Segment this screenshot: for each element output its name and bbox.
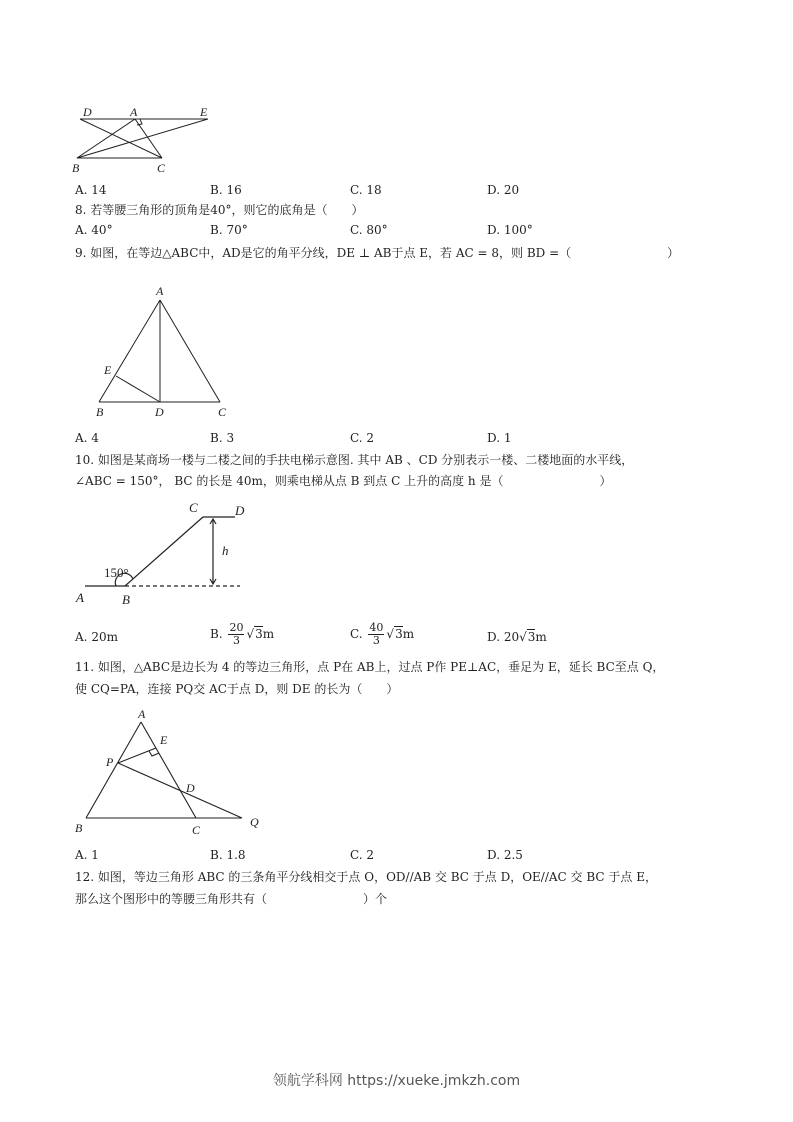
numerator: 40	[369, 621, 384, 634]
q9-label-B: B	[96, 405, 104, 417]
q9-option-a: A. 4	[75, 431, 99, 445]
q11-label-D: D	[186, 781, 195, 795]
q7-label-E: E	[200, 105, 208, 119]
q7-option-a: A. 14	[75, 183, 107, 197]
q8-option-b: B. 70°	[210, 223, 248, 237]
q10-angle-label: 150°	[104, 565, 129, 580]
q10-option-b-fraction	[228, 622, 244, 647]
q9-label-E: E	[104, 363, 112, 377]
q10-label-C: C	[189, 500, 198, 515]
q10-option-a-value: 20m	[91, 630, 118, 644]
q8-stem: 8. 若等腰三角形的顶角是40°，则它的底角是（ ）	[75, 203, 364, 217]
q8-option-d: D. 100°	[487, 223, 533, 237]
q7-option-b: B. 16	[210, 183, 242, 197]
q11-label-Q: Q	[250, 815, 259, 829]
q12-stem-line2: 那么这个图形中的等腰三角形共有（ ）个	[75, 892, 388, 906]
q12-stem-line1: 12. 如图，等边三角形 ABC 的三条角平分线相交于点 O，OD//AB 交 BC 于点 D，OE//AC 交 BC 于点 E，	[75, 870, 657, 884]
q10-stem-line1: 10. 如图是某商场一楼与二楼之间的手扶电梯示意图. 其中 AB 、CD 分别表示一楼、二楼地面的水平线，	[75, 453, 634, 467]
q10-option-c-letter: C.	[350, 627, 363, 641]
q9-label-C: C	[218, 405, 227, 417]
q11-figure	[70, 702, 270, 844]
q10-stem-line2: ∠ABC = 150°， BC 的长是 40m，则乘电梯从点 B 到点 C 上升的高度 h 是（ ）	[75, 474, 612, 488]
q9-stem: 9. 如图，在等边△ABC中，AD是它的角平分线，DE ⊥ AB于点 E，若 AC = 8，则 BD =（ ）	[75, 246, 680, 260]
q11-stem-line2: 使 CQ=PA，连接 PQ交 AC于点 D，则 DE 的长为（ ）	[75, 682, 399, 696]
unit: m	[402, 627, 415, 641]
numerator: 20	[229, 621, 244, 634]
q11-label-E: E	[160, 733, 168, 747]
q11-label-C: C	[192, 823, 201, 837]
q9-figure	[90, 282, 240, 421]
q9-option-b: B. 3	[210, 431, 235, 445]
q9-option-c: C. 2	[350, 431, 375, 445]
unit: m	[535, 630, 547, 644]
q11-option-b: B. 1.8	[210, 848, 246, 862]
q11-option-c: C. 2	[350, 848, 375, 862]
q11-option-a: A. 1	[75, 848, 99, 862]
q11-option-d: D. 2.5	[487, 848, 523, 862]
unit: m	[262, 627, 275, 641]
q10-label-D: D	[235, 503, 245, 518]
q8-option-a: A. 40°	[75, 223, 113, 237]
q10-option-b	[210, 622, 274, 647]
q11-stem-line1: 11. 如图，△ABC是边长为 4 的等边三角形，点 P在 AB上，过点 P作 PE⊥AC，垂足为 E，延长 BC至点 Q，	[75, 660, 665, 674]
q7-label-A: A	[130, 105, 138, 119]
q7-label-C: C	[157, 161, 166, 175]
q7-option-c: C. 18	[350, 183, 382, 197]
coefficient: 20	[503, 630, 520, 644]
q10-option-a-letter: A.	[75, 630, 88, 644]
q10-label-B: B	[122, 592, 130, 607]
q11-label-B: B	[75, 821, 83, 835]
q7-figure	[70, 100, 230, 182]
q10-option-c	[350, 622, 414, 647]
denominator: 3	[372, 634, 380, 647]
sqrt-icon: √3	[386, 627, 403, 641]
q7-label-B: B	[72, 161, 80, 175]
q9-label-D: D	[155, 405, 164, 417]
radicand: 3	[255, 627, 263, 641]
denominator: 3	[232, 634, 240, 647]
q10-option-d-letter: D.	[487, 630, 501, 644]
q10-option-a	[75, 629, 118, 645]
q7-label-D: D	[83, 105, 92, 119]
q11-label-P: P	[106, 755, 114, 769]
q10-label-h: h	[222, 543, 229, 558]
q9-label-A: A	[156, 284, 164, 298]
q10-label-A: A	[76, 590, 84, 605]
footer-watermark: 领航学科网 https://xueke.jmkzh.com	[272, 1073, 521, 1089]
q10-option-c-fraction	[368, 622, 384, 647]
q10-option-d	[487, 629, 547, 645]
q8-option-c: C. 80°	[350, 223, 388, 237]
radicand: 3	[527, 630, 536, 644]
q11-label-A: A	[138, 707, 146, 721]
q7-option-d: D. 20	[487, 183, 520, 197]
q9-option-d: D. 1	[487, 431, 512, 445]
q10-figure	[70, 498, 260, 614]
q10-option-b-letter: B.	[210, 627, 223, 641]
sqrt-icon: √3	[246, 627, 263, 641]
radicand: 3	[395, 627, 403, 641]
sqrt-icon: √3	[519, 630, 536, 644]
